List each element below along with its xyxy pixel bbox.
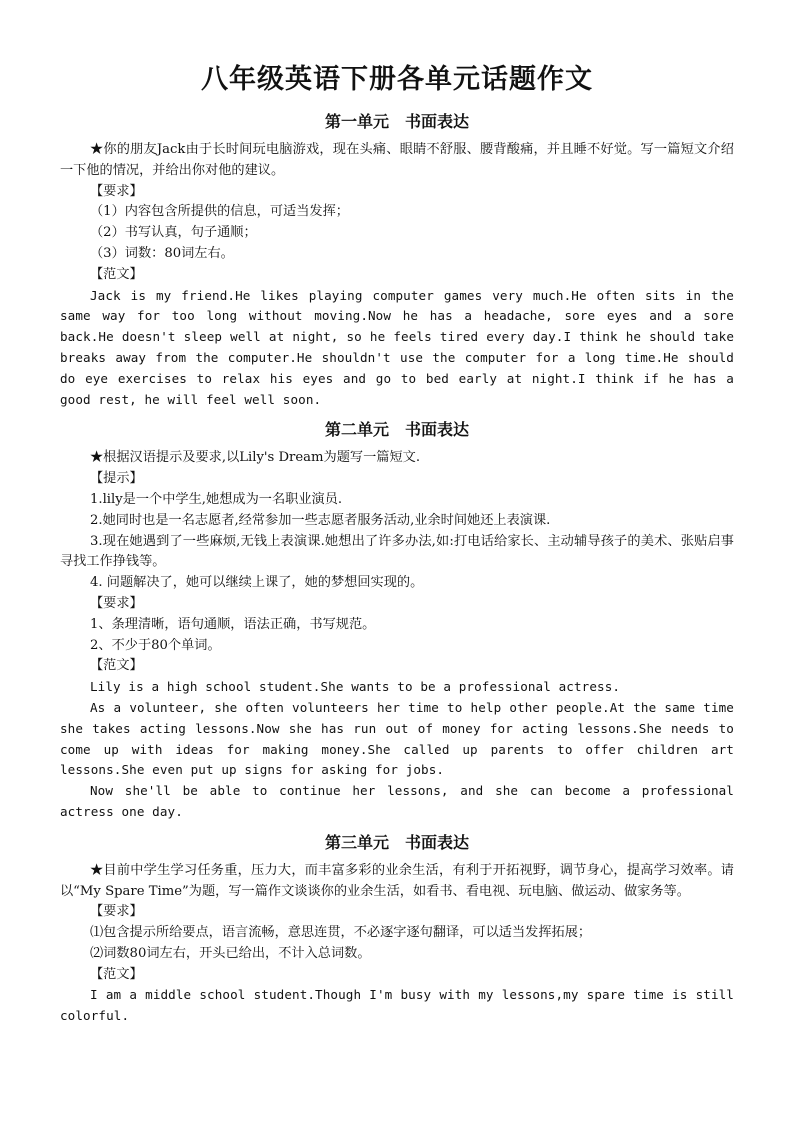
hint-item: 4. 问题解决了，她可以继续上课了，她的梦想回实现的。: [90, 575, 424, 591]
unit-section-3: [60, 831, 734, 1027]
sample-paragraph: Jack is my friend.He likes playing computer games very much.He often sits in the same way for too long without moving.Now he has a headache, sore eyes and a sore back.He doesn't sleep well at night, so he feels tired every day.I think he should take breaks away from the computer.He shouldn't use the computer for a long time.He should do eye exercises to relax his eyes and go to bed early at night.I think if he has a good rest, he will feel well soon.: [60, 287, 734, 407]
hint-item: 3.现在她遇到了一些麻烦,无钱上表演课.她想出了许多办法,如:打电话给家长、主动辅导孩子的美术、张贴启事寻找工作挣钱等。: [60, 533, 734, 570]
document-title: 八年级英语下册各单元话题作文: [201, 64, 593, 95]
unit-section-1: [60, 110, 734, 410]
sample-paragraph: Now she'll be able to continue her lessons, and she can become a professional actress one day.: [60, 783, 734, 819]
unit-section-2: [60, 418, 734, 822]
sample-label: 【范文】: [90, 658, 143, 674]
requirement-item: （3）词数：80词左右。: [90, 245, 234, 261]
unit-prompt: ★目前中学生学习任务重，压力大，而丰富多彩的业余生活，有利于开拓视野，调节身心，提高学习效率。请以“My Spare Time”为题，写一篇作文谈谈你的业余生活，如看书、看电视、玩电脑、做运动、做家务等。: [60, 862, 734, 899]
hint-item: 1.lily是一个中学生,她想成为一名职业演员.: [90, 491, 343, 507]
sample-paragraph: As a volunteer, she often volunteers her time to help other people.At the same time she takes acting lessons.Now she has run out of money for acting lessons.She needs to come up with ideas for making money.She called up parents to offer children art lessons.She even put up signs for asking for jobs.: [60, 699, 734, 778]
requirement-item: 1、条理清晰，语句通顺，语法正确，书写规范。: [90, 616, 376, 632]
sample-label: 【范文】: [90, 266, 143, 282]
sample-paragraph: Lily is a high school student.She wants to be a professional actress.: [90, 679, 621, 695]
requirement-item: ⑵词数80词左右，开头已给出，不计入总词数。: [90, 945, 371, 961]
requirement-item: （1）内容包含所提供的信息，可适当发挥；: [90, 204, 349, 220]
sample-label: 【范文】: [90, 966, 143, 982]
requirement-item: 2、不少于80个单词。: [90, 637, 221, 653]
requirement-item: （2）书写认真，句子通顺；: [90, 225, 257, 241]
document-page: [60, 60, 734, 1027]
requirement-item: ⑴包含提示所给要点，语言流畅，意思连贯，不必逐字逐句翻译，可以适当发挥拓展；: [90, 925, 592, 941]
unit-heading: 第三单元 书面表达: [324, 832, 469, 852]
unit-prompt: ★根据汉语提示及要求,以Lily's Dream为题写一篇短文.: [90, 450, 421, 466]
unit-heading: 第一单元 书面表达: [324, 112, 469, 131]
unit-prompt: ★你的朋友Jack由于长时间玩电脑游戏，现在头痛、眼睛不舒服、腰背酸痛，并且睡不好觉。写一篇短文介绍一下他的情况，并给出你对他的建议。: [60, 142, 734, 178]
requirements-label: 【要求】: [90, 904, 143, 920]
sample-paragraph: I am a middle school student.Though I'm busy with my lessons,my spare time is still colorful.: [60, 987, 734, 1024]
hints-label: 【提示】: [90, 471, 143, 487]
unit-heading: 第二单元 书面表达: [324, 420, 469, 440]
requirements-label: 【要求】: [90, 183, 143, 199]
requirements-label: 【要求】: [90, 595, 143, 611]
hint-item: 2.她同时也是一名志愿者,经常参加一些志愿者服务活动,业余时间她还上表演课.: [90, 512, 551, 528]
